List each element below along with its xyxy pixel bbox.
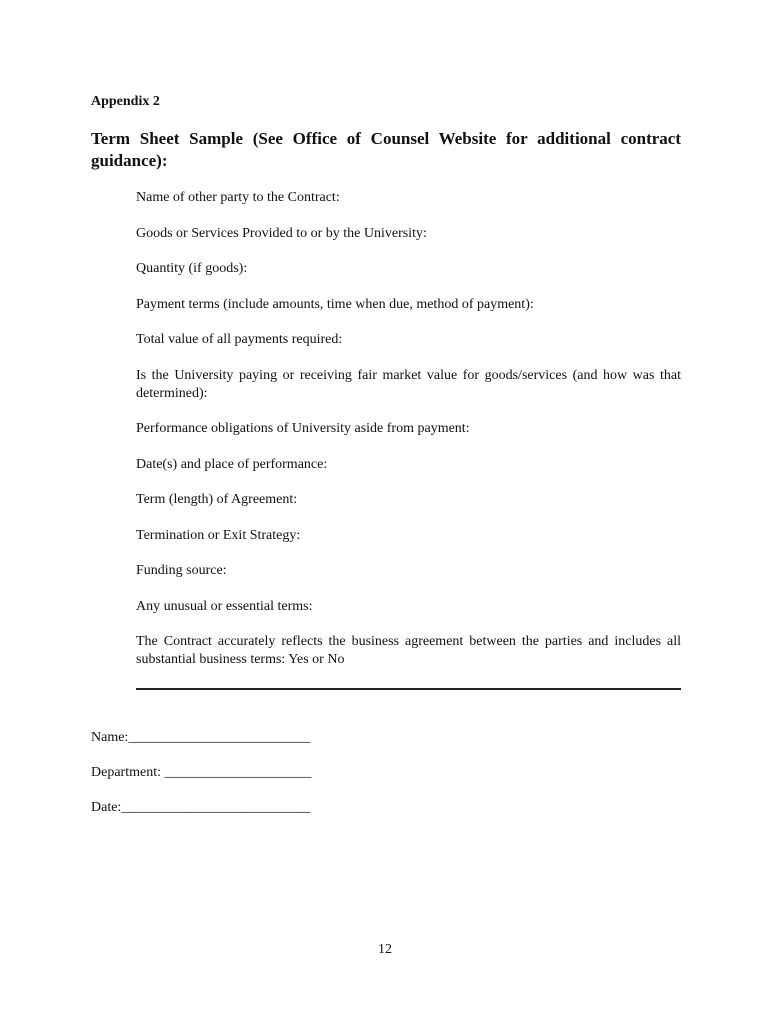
field-goods-services: Goods or Services Provided to or by the University: (136, 225, 427, 241)
signature-department-line: Department: _____________________ (91, 765, 312, 780)
appendix-label: Appendix 2 (91, 94, 160, 109)
field-payment-terms: Payment terms (include amounts, time when due, method of payment): (136, 296, 534, 312)
field-quantity: Quantity (if goods): (136, 261, 248, 276)
field-fair-market-value: Is the University paying or receiving fair market value for goods/services (and how was that determined): (136, 367, 681, 401)
field-contract-accuracy: The Contract accurately reflects the business agreement between the parties and includes all substantial business terms: Yes or No (136, 634, 681, 667)
signature-date-line: Date:___________________________ (91, 800, 311, 815)
field-total-value: Total value of all payments required: (136, 332, 343, 347)
field-other-party: Name of other party to the Contract: (136, 190, 340, 205)
field-unusual-terms: Any unusual or essential terms: (136, 598, 313, 614)
field-date-place: Date(s) and place of performance: (136, 456, 328, 472)
page-number: 12 (378, 942, 392, 957)
term-sheet-fields (136, 189, 681, 687)
signature-name-line: Name:__________________________ (91, 730, 311, 745)
page-title: Term Sheet Sample (See Office of Counsel Website for additional contract guidance): (91, 129, 681, 170)
field-termination: Termination or Exit Strategy: (136, 527, 301, 543)
field-term-length: Term (length) of Agreement: (136, 492, 298, 507)
field-funding-source: Funding source: (136, 563, 227, 578)
field-performance-obligations: Performance obligations of University aside from payment: (136, 421, 470, 436)
section-divider (136, 688, 681, 690)
